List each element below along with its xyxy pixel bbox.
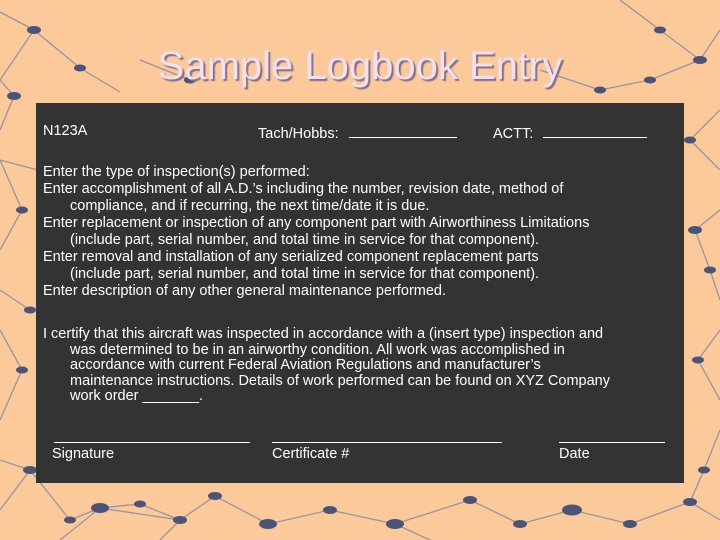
- signature-label: Signature: [52, 446, 115, 462]
- certification-line: was determined to be in an airworthy condition. All work was accomplished in: [70, 341, 565, 358]
- page-title: Sample Logbook Entry: [157, 44, 563, 88]
- certificate-line: [272, 442, 502, 443]
- instruction-text: Enter accomplishment of all A.D.’s including the number, revision date, method of: [43, 181, 564, 197]
- instruction-text: Enter replacement or inspection of any component part with Airworthiness Limitations: [43, 215, 590, 231]
- instruction-text: Enter description of any other general maintenance performed.: [43, 283, 447, 299]
- actt-field: [493, 123, 647, 142]
- certificate-label: Certificate #: [272, 446, 350, 462]
- logbook-entry-card: [36, 103, 684, 483]
- actt-blank: [543, 123, 647, 138]
- certification-line: maintenance instructions. Details of work performed can be found on XYZ Company: [70, 372, 610, 389]
- instruction-continuation: (include part, serial number, and total time in service for that component).: [70, 266, 540, 282]
- certification-line: work order _______.: [70, 388, 203, 404]
- instruction-item: [43, 249, 673, 283]
- instruction-item: [43, 181, 673, 215]
- instruction-text: Enter the type of inspection(s) performed:: [43, 164, 310, 180]
- instruction-continuation: (include part, serial number, and total time in service for that component).: [70, 232, 540, 248]
- date-label: Date: [559, 446, 590, 462]
- date-line: [559, 442, 665, 443]
- tach-hobbs-blank: [349, 123, 457, 138]
- instruction-item: [43, 215, 673, 249]
- instruction-text: Enter removal and installation of any serialized component replacement parts: [43, 249, 539, 265]
- signature-line: [54, 442, 250, 443]
- tach-hobbs-field: [258, 123, 457, 142]
- instruction-continuation: compliance, and if recurring, the next time/date it is due.: [70, 198, 430, 214]
- certification-statement: [43, 327, 673, 405]
- instruction-item: [43, 283, 673, 300]
- tail-number: N123A: [43, 123, 88, 139]
- actt-label: ACTT:: [493, 126, 534, 142]
- instruction-item: [43, 164, 673, 181]
- certification-line: accordance with current Federal Aviation Regulations and manufacturer’s: [70, 357, 541, 373]
- certification-line: I certify that this aircraft was inspected in accordance with a (insert type) inspection and: [43, 326, 604, 342]
- tach-hobbs-label: Tach/Hobbs:: [258, 126, 339, 142]
- instructions-block: [43, 164, 673, 300]
